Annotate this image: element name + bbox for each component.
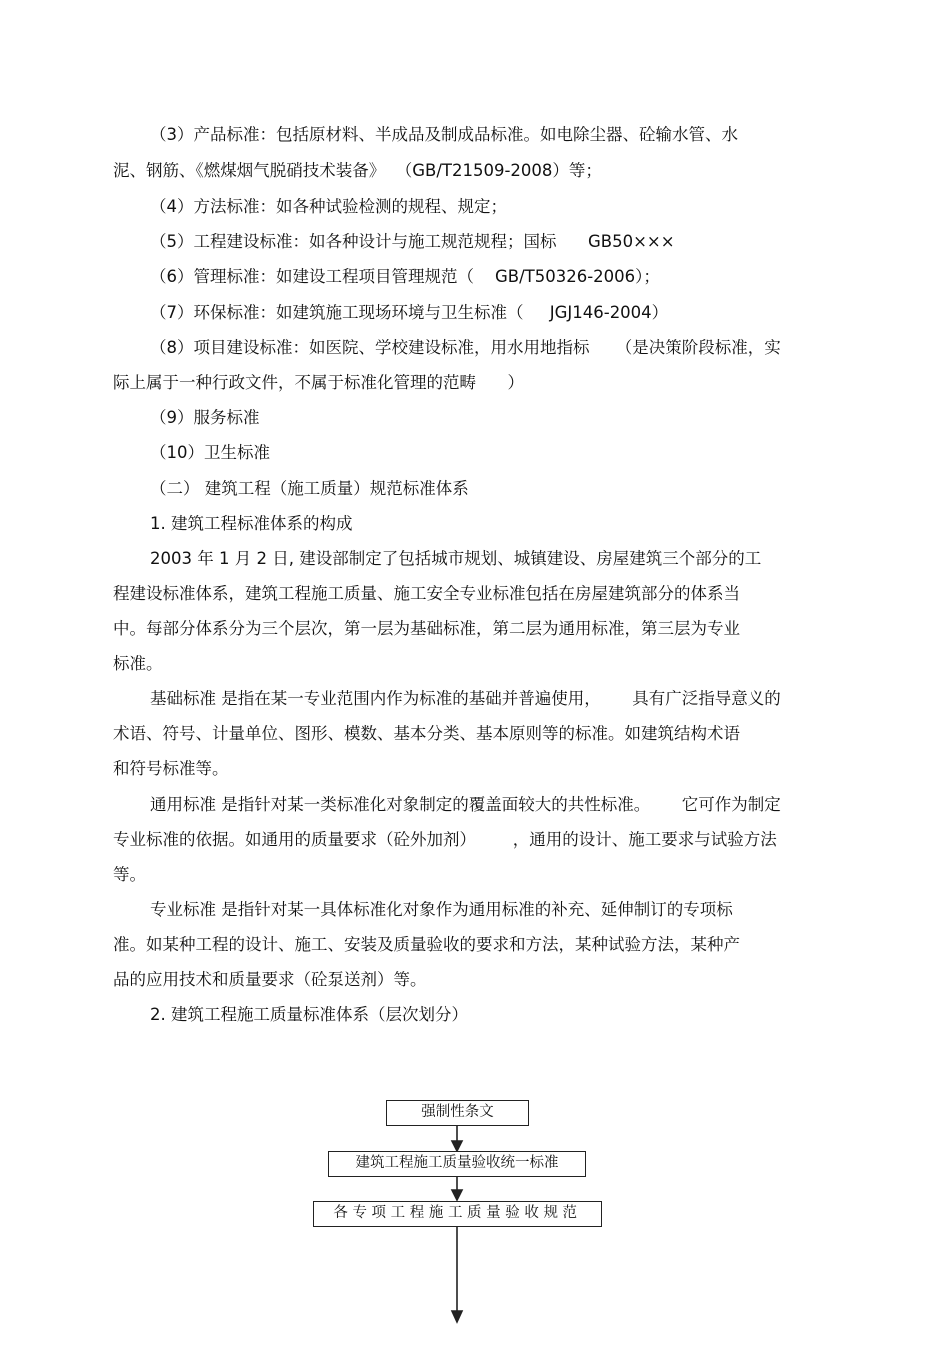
text-line: 准。如某种工程的设计、施工、安装及质量验收的要求和方法，某种试验方法，某种产	[113, 935, 740, 954]
text-line: 中。每部分体系分为三个层次，第一层为基础标准，第二层为通用标准，第三层为专业	[113, 619, 740, 638]
text-line: （3）产品标准：包括原材料、半成品及制成品标准。如电除尘器、砼输水管、水	[150, 125, 738, 144]
text-line: （10）卫生标准	[150, 443, 270, 462]
arrow-head	[452, 1141, 462, 1151]
text-line: （8）项目建设标准：如医院、学校建设标准，用水用地指标 （是决策阶段标准，实	[150, 338, 781, 357]
text-line: 专业标准 是指针对某一具体标准化对象作为通用标准的补充、延伸制订的专项标	[150, 900, 733, 919]
text-line: 泥、钢筋、《燃煤烟气脱硝技术装备》 （GB/T21509-2008）等；	[113, 161, 602, 180]
section-heading: （二） 建筑工程（施工质量）规范标准体系	[150, 479, 469, 498]
text-line: 和符号标准等。	[113, 759, 229, 778]
text-line: 基础标准 是指在某一专业范围内作为标准的基础并普遍使用， 具有广泛指导意义的	[150, 689, 781, 708]
diagram-box-specialized-codes: 各专项工程施工质量验收规范	[313, 1201, 602, 1227]
subsection-heading: 1. 建筑工程标准体系的构成	[150, 514, 353, 533]
text-line: 术语、符号、计量单位、图形、模数、基本分类、基本原则等的标准。如建筑结构术语	[113, 724, 740, 743]
arrow-head	[452, 1311, 462, 1322]
text-line: 际上属于一种行政文件，不属于标准化管理的范畴 ）	[113, 373, 524, 392]
subsection-heading: 2. 建筑工程施工质量标准体系（层次划分）	[150, 1005, 468, 1024]
text-line: 2003 年 1 月 2 日, 建设部制定了包括城市规划、城镇建设、房屋建筑三个部分的工	[150, 549, 762, 568]
text-line: 程建设标准体系，建筑工程施工质量、施工安全专业标准包括在房屋建筑部分的体系当	[113, 584, 740, 603]
text-line: 等。	[113, 865, 146, 884]
text-line: （4）方法标准：如各种试验检测的规程、规定；	[150, 197, 507, 216]
text-line: 通用标准 是指针对某一类标准化对象制定的覆盖面较大的共性标准。 它可作为制定	[150, 795, 781, 814]
text-line: （7）环保标准：如建筑施工现场环境与卫生标准（ JGJ146-2004）	[150, 303, 669, 322]
text-line: 品的应用技术和质量要求（砼泵送剂）等。	[113, 970, 427, 989]
text-line: 标准。	[113, 654, 163, 673]
text-line: （5）工程建设标准：如各种设计与施工规范规程；国标 GB50×××	[150, 232, 675, 251]
text-line: 专业标准的依据。如通用的质量要求（砼外加剂） ，通用的设计、施工要求与试验方法	[113, 830, 777, 849]
text-line: （9）服务标准	[150, 408, 260, 427]
diagram-box-mandatory-provisions: 强制性条文	[386, 1100, 529, 1126]
arrow-head	[452, 1190, 462, 1200]
text-line: （6）管理标准：如建设工程项目管理规范（ GB/T50326-2006）；	[150, 267, 660, 286]
diagram-box-unified-standard: 建筑工程施工质量验收统一标准	[328, 1151, 586, 1177]
